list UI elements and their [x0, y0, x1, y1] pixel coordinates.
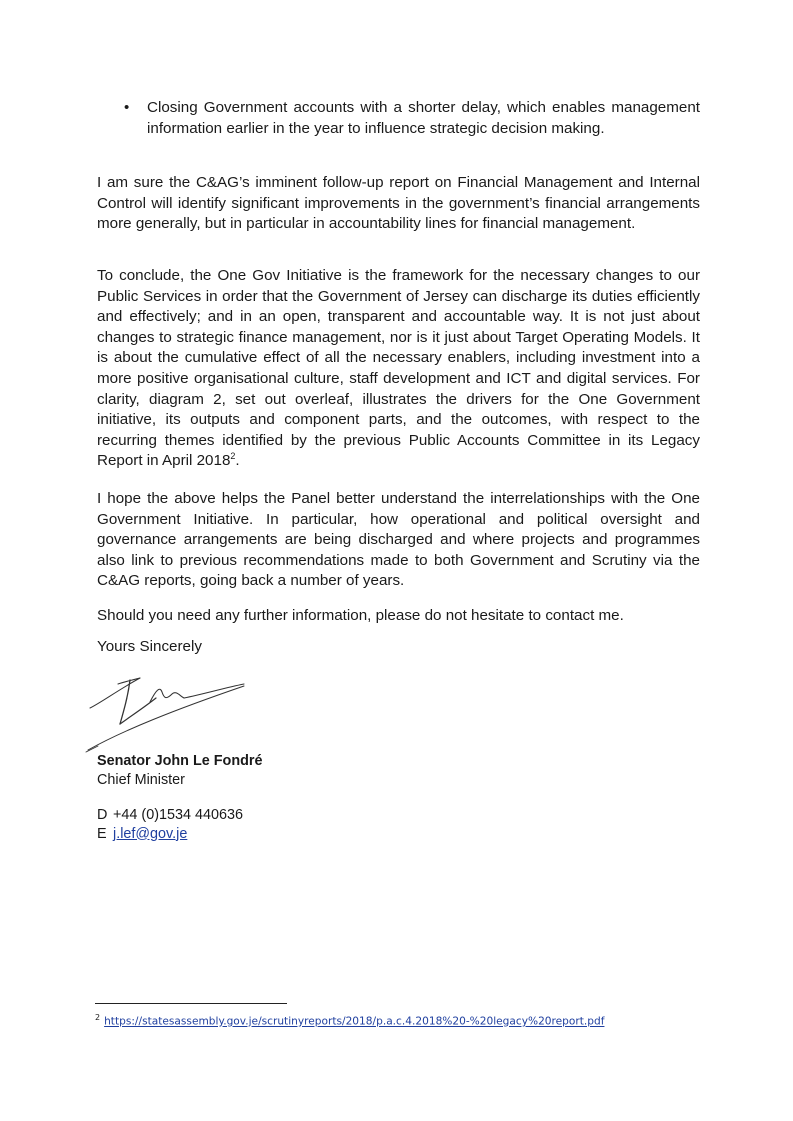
paragraph-interrelationships: I hope the above helps the Panel better understand the interrelationships with the One Government Initiative. In particular, how operational and political oversight and governance arrangements are being discharged and where projects and programmes also link to previous recommendations made to both Government and Scrutiny via the C&AG reports, going back a number of years.	[97, 490, 700, 590]
phone-number: +44 (0)1534 440636	[113, 807, 244, 823]
email-row	[97, 825, 497, 844]
bullet-marker: •	[124, 99, 130, 116]
handwritten-signature	[84, 668, 254, 754]
signature-block	[97, 752, 497, 790]
signatory-name: Senator John Le Fondré	[97, 753, 263, 769]
footnote-reference: 2	[230, 451, 236, 462]
paragraph-conclusion-text: To conclude, the One Gov Initiative is the framework for the necessary changes to our Public Services in order that the Government of Jersey can discharge its duties efficiently and effectively; and in an open, transparent and accountable way. It is not just about changes to strategic finance management, nor is it just about Target Operating Models. It is about the cumulative effect of all the necessary enablers, including investment into a more positive organisational culture, staff development and ICT and digital services. For clarity, diagram 2, set out overleaf, illustrates the drivers for the One Government initiative, its outputs and component parts, and the outcomes, with respect to the recurring themes identified by the previous Public Accounts Committee in its Legacy Report in April 2018	[97, 267, 700, 470]
email-prefix: E	[97, 825, 107, 842]
contact-details	[97, 806, 497, 843]
footnote-divider	[95, 1003, 287, 1004]
email-link[interactable]: j.lef@gov.je	[113, 825, 188, 842]
paragraph-financial-report: I am sure the C&AG’s imminent follow-up report on Financial Management and Internal Control will identify significant improvements in the government’s financial arrangements more generally, but in particular in accountability lines for financial management.	[97, 174, 700, 233]
paragraph-conclusion	[97, 266, 700, 472]
phone-prefix: D	[97, 807, 108, 823]
paragraph-conclusion-end: .	[235, 452, 240, 470]
footnote	[95, 1011, 715, 1029]
bullet-list-item	[124, 98, 700, 139]
footnote-marker: 2	[95, 1013, 101, 1022]
salutation: Yours Sincerely	[97, 638, 202, 655]
closing-line: Should you need any further information, please do not hesitate to contact me.	[97, 607, 624, 624]
signatory-title: Chief Minister	[97, 772, 185, 788]
phone-row	[97, 806, 497, 825]
footnote-url-link[interactable]: https://statesassembly.gov.je/scrutinyreports/2018/p.a.c.4.2018%20-%20legacy%20report.pdf	[104, 1015, 605, 1028]
bullet-text: Closing Government accounts with a shorter delay, which enables management information earlier in the year to influence strategic decision making.	[147, 99, 700, 137]
